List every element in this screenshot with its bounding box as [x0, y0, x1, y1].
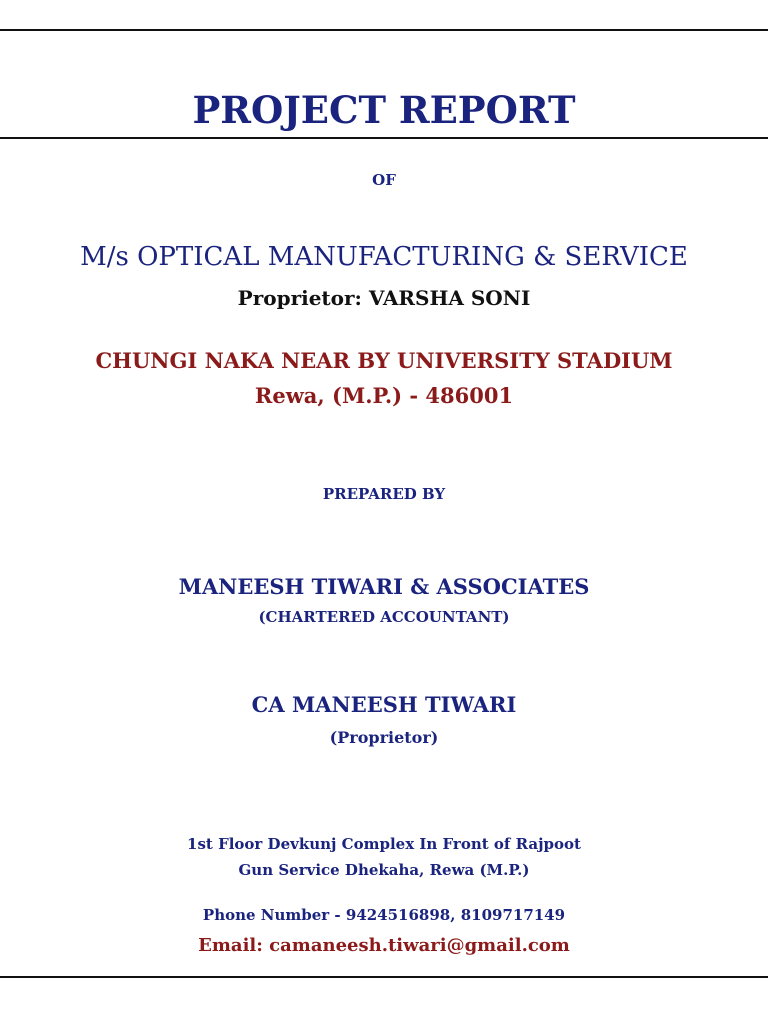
business-address-line1: CHUNGI NAKA NEAR BY UNIVERSITY STADIUM	[95, 348, 673, 373]
phone-number: Phone Number - 9424516898, 8109717149	[202, 906, 566, 924]
email-address: Email: camaneesh.tiwari@gmail.com	[198, 935, 570, 956]
firm-type: (CHARTERED ACCOUNTANT)	[258, 608, 510, 626]
ca-role: (Proprietor)	[329, 728, 439, 747]
preparer-address-line2: Gun Service Dhekaha, Rewa (M.P.)	[238, 861, 530, 879]
top-border-rule	[0, 29, 768, 31]
business-proprietor: Proprietor: VARSHA SONI	[237, 286, 531, 310]
preparer-address-line1: 1st Floor Devkunj Complex In Front of Rajpoot	[187, 835, 581, 853]
bottom-border-rule	[0, 976, 768, 978]
business-address-line2: Rewa, (M.P.) - 486001	[254, 383, 514, 408]
firm-name: MANEESH TIWARI & ASSOCIATES	[178, 574, 590, 599]
prepared-by-label: PREPARED BY	[322, 485, 446, 503]
business-name: M/s OPTICAL MANUFACTURING & SERVICE	[80, 242, 688, 272]
report-title: PROJECT REPORT	[192, 88, 576, 132]
title-underline-rule	[0, 137, 768, 139]
ca-name: CA MANEESH TIWARI	[251, 692, 517, 717]
of-label: OF	[372, 171, 396, 189]
